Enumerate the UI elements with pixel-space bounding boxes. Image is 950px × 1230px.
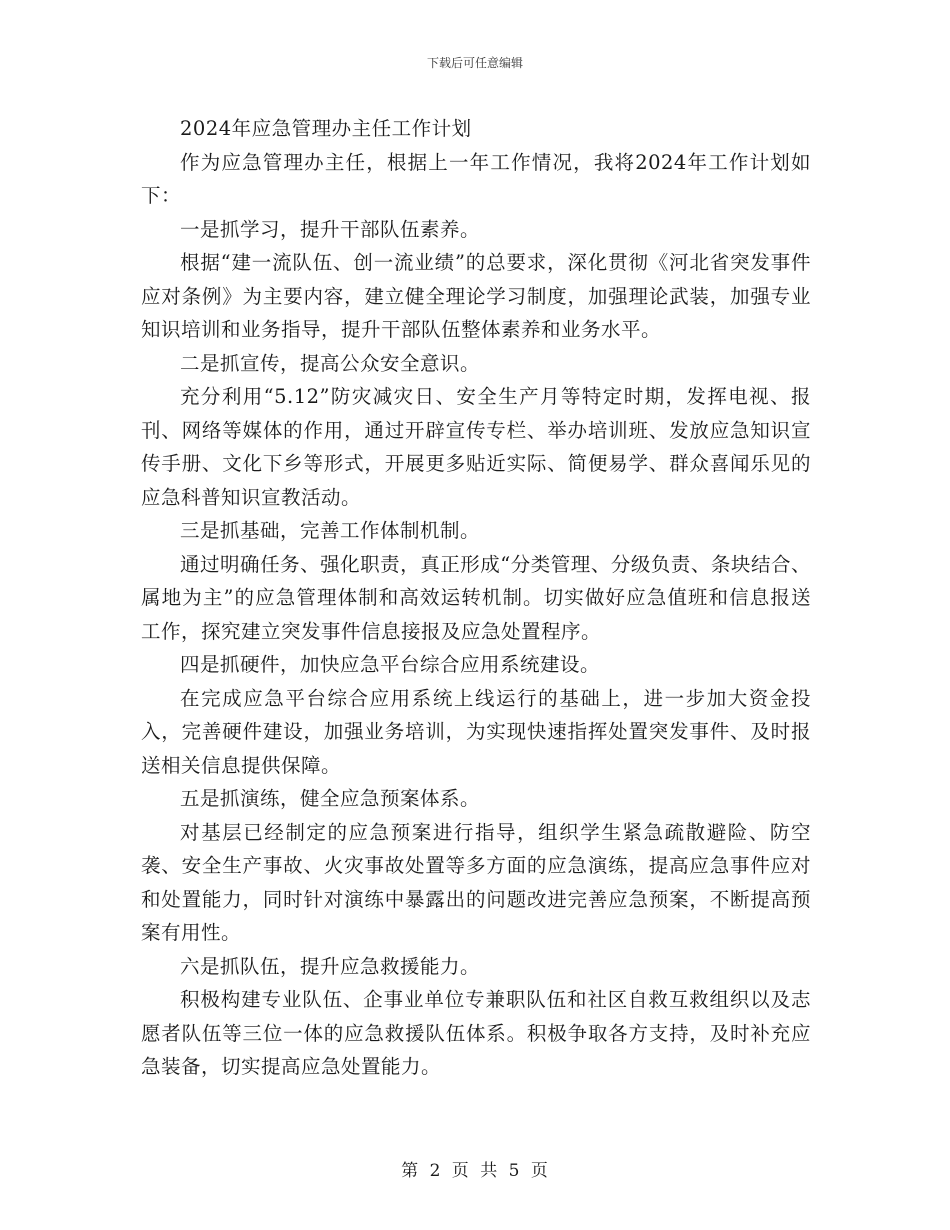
paragraph: 通过明确任务、强化职责，真正形成“分类管理、分级负责、条块结合、属地为主”的应急管理体制和高效运转机制。切实做好应急值班和信息报送工作，探究建立突发事件信息接报及应急处置程序。: [141, 552, 811, 643]
paragraph: 对基层已经制定的应急预案进行指导，组织学生紧急疏散避险、防空袭、安全生产事故、火灾事故处置等多方面的应急演练，提高应急事件应对和处置能力，同时针对演练中暴露出的问题改进完善应急预案，不断提高预案有用性。: [141, 820, 811, 944]
section-heading-foundation: 三是抓基础，完善工作体制机制。: [180, 519, 481, 542]
section-heading-drills: 五是抓演练，健全应急预案体系。: [180, 787, 481, 810]
paragraph: 作为应急管理办主任，根据上一年工作情况，我将2024年工作计划如下：: [141, 150, 811, 207]
document-title: 2024年应急管理办主任工作计划: [180, 117, 472, 140]
paragraph: 充分利用“5.12”防灾减灾日、安全生产月等特定时期，发挥电视、报刊、网络等媒体的作用，通过开辟宣传专栏、举办培训班、发放应急知识宣传手册、文化下乡等形式，开展更多贴近实际、简便易学、群众喜闻乐见的应急科普知识宣教活动。: [141, 385, 811, 509]
section-heading-hardware: 四是抓硬件，加快应急平台综合应用系统建设。: [180, 653, 601, 676]
page-number: 第 2 页 共 5 页: [401, 1161, 549, 1181]
paragraph: 在完成应急平台综合应用系统上线运行的基础上，进一步加大资金投入，完善硬件建设，加强业务培训，为实现快速指挥处置突发事件、及时报送相关信息提供保障。: [141, 686, 811, 777]
paragraph: 根据“建一流队伍、创一流业绩”的总要求，深化贯彻《河北省突发事件应对条例》为主要内容，建立健全理论学习制度，加强理论武装，加强专业知识培训和业务指导，提升干部队伍整体素养和业务水平。: [141, 251, 811, 341]
section-heading-study: 一是抓学习，提升干部队伍素养。: [180, 217, 481, 241]
section-heading-publicity: 二是抓宣传，提高公众安全意识。: [180, 351, 481, 375]
section-heading-team: 六是抓队伍，提升应急救援能力。: [180, 954, 481, 978]
page-header: 下载后可任意编辑: [426, 56, 523, 70]
paragraph: 积极构建专业队伍、企事业单位专兼职队伍和社区自救互救组织以及志愿者队伍等三位一体的应急救援队伍体系。积极争取各方支持，及时补充应急装备，切实提高应急处置能力。: [141, 988, 811, 1078]
document-body: [141, 112, 811, 1084]
